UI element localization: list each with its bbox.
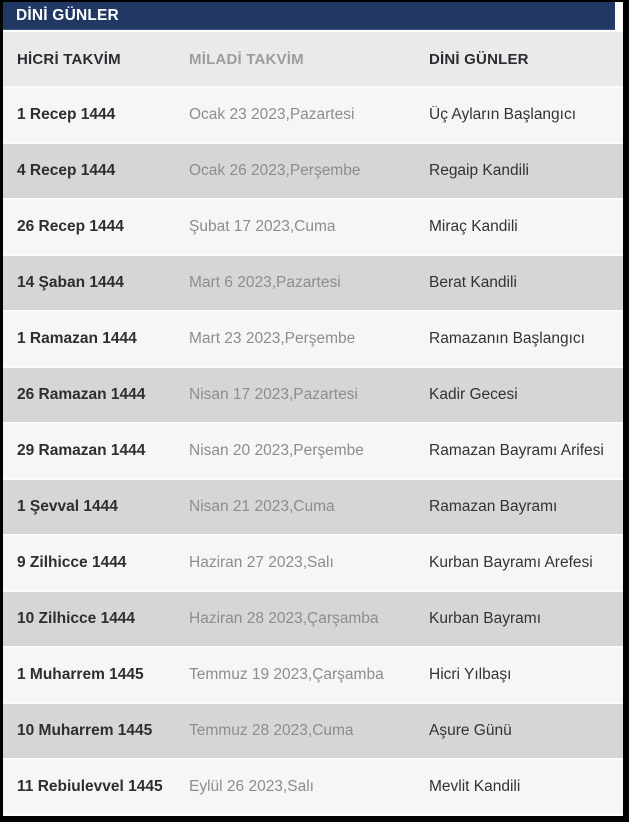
table-row bbox=[3, 200, 623, 256]
religious-day-cell: Mevlit Kandili bbox=[429, 778, 521, 795]
table-row bbox=[3, 256, 623, 312]
table-row bbox=[3, 480, 623, 536]
column-header-dini-gunler: DİNİ GÜNLER bbox=[429, 50, 529, 68]
table-row bbox=[3, 144, 623, 200]
hicri-date-cell: 26 Ramazan 1444 bbox=[17, 386, 146, 403]
religious-day-cell: Aşure Günü bbox=[429, 722, 512, 739]
table-row bbox=[3, 704, 623, 760]
table-row bbox=[3, 88, 623, 144]
miladi-date-cell: Nisan 21 2023,Cuma bbox=[189, 498, 335, 515]
religious-day-cell: Ramazan Bayramı Arifesi bbox=[429, 442, 604, 459]
miladi-date-cell: Mart 6 2023,Pazartesi bbox=[189, 274, 341, 291]
table-row bbox=[3, 424, 623, 480]
miladi-date-cell: Haziran 28 2023,Çarşamba bbox=[189, 610, 379, 627]
table-row bbox=[3, 368, 623, 424]
hicri-date-cell: 9 Zilhicce 1444 bbox=[17, 554, 127, 571]
table-row bbox=[3, 760, 623, 816]
miladi-date-cell: Nisan 17 2023,Pazartesi bbox=[189, 386, 358, 403]
table-header-row bbox=[3, 32, 623, 88]
religious-day-cell: Berat Kandili bbox=[429, 274, 517, 291]
column-header-miladi-takvim: MİLADİ TAKVİM bbox=[189, 50, 304, 68]
religious-day-cell: Hicri Yılbaşı bbox=[429, 666, 512, 683]
panel-title: DİNİ GÜNLER bbox=[16, 6, 119, 24]
table-row bbox=[3, 536, 623, 592]
religious-day-cell: Kadir Gecesi bbox=[429, 386, 518, 403]
hicri-date-cell: 1 Muharrem 1445 bbox=[17, 666, 144, 683]
table-row bbox=[3, 312, 623, 368]
hicri-date-cell: 1 Recep 1444 bbox=[17, 106, 116, 123]
religious-days-panel bbox=[3, 2, 623, 816]
hicri-date-cell: 10 Muharrem 1445 bbox=[17, 722, 153, 739]
miladi-date-cell: Ocak 23 2023,Pazartesi bbox=[189, 106, 355, 123]
religious-day-cell: Regaip Kandili bbox=[429, 162, 529, 179]
miladi-date-cell: Mart 23 2023,Perşembe bbox=[189, 330, 356, 347]
miladi-date-cell: Temmuz 28 2023,Cuma bbox=[189, 722, 354, 739]
miladi-date-cell: Eylül 26 2023,Salı bbox=[189, 778, 314, 795]
religious-day-cell: Miraç Kandili bbox=[429, 218, 518, 235]
miladi-date-cell: Şubat 17 2023,Cuma bbox=[189, 218, 336, 235]
table-row bbox=[3, 592, 623, 648]
religious-day-cell: Kurban Bayramı bbox=[429, 610, 541, 627]
religious-day-cell: Ramazan Bayramı bbox=[429, 498, 558, 515]
hicri-date-cell: 4 Recep 1444 bbox=[17, 162, 116, 179]
column-header-hicri-takvim: HİCRİ TAKVİM bbox=[17, 50, 121, 68]
hicri-date-cell: 1 Ramazan 1444 bbox=[17, 330, 137, 347]
table-row bbox=[3, 648, 623, 704]
religious-days-table bbox=[3, 32, 623, 816]
hicri-date-cell: 14 Şaban 1444 bbox=[17, 274, 124, 291]
religious-day-cell: Kurban Bayramı Arefesi bbox=[429, 554, 593, 571]
religious-day-cell: Ramazanın Başlangıcı bbox=[429, 330, 585, 347]
miladi-date-cell: Haziran 27 2023,Salı bbox=[189, 554, 334, 571]
hicri-date-cell: 10 Zilhicce 1444 bbox=[17, 610, 136, 627]
panel-title-bar bbox=[3, 2, 615, 30]
miladi-date-cell: Nisan 20 2023,Perşembe bbox=[189, 442, 364, 459]
hicri-date-cell: 26 Recep 1444 bbox=[17, 218, 124, 235]
miladi-date-cell: Temmuz 19 2023,Çarşamba bbox=[189, 666, 384, 683]
hicri-date-cell: 1 Şevval 1444 bbox=[17, 498, 118, 515]
miladi-date-cell: Ocak 26 2023,Perşembe bbox=[189, 162, 361, 179]
hicri-date-cell: 29 Ramazan 1444 bbox=[17, 442, 146, 459]
hicri-date-cell: 11 Rebiulevvel 1445 bbox=[17, 778, 163, 795]
religious-day-cell: Üç Ayların Başlangıcı bbox=[429, 106, 577, 123]
